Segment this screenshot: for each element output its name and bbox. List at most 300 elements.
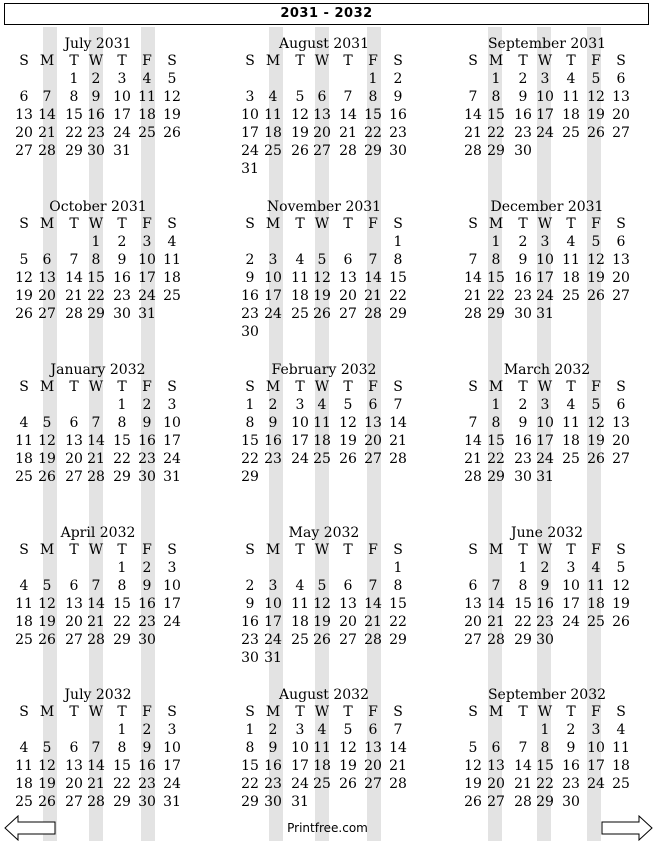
day-cell: 27: [339, 306, 357, 322]
weekday-header: T: [295, 542, 305, 558]
weekday-header: M: [39, 379, 55, 395]
weekday-header: S: [468, 216, 478, 232]
day-cell: 27: [464, 632, 482, 648]
month-block: [234, 525, 414, 685]
day-cell: 5: [591, 71, 601, 87]
day-cell: 8: [393, 578, 403, 594]
day-cell: 11: [291, 270, 309, 286]
day-cell: 28: [364, 632, 382, 648]
day-cell: 23: [264, 451, 282, 467]
month-title: August 2032: [279, 687, 369, 703]
day-cell: 12: [15, 270, 33, 286]
day-cell: 21: [87, 451, 105, 467]
day-cell: 16: [514, 107, 532, 123]
month-block: [8, 362, 188, 522]
day-cell: 27: [612, 288, 630, 304]
month-title: October 2031: [49, 199, 147, 215]
day-cell: 21: [65, 288, 83, 304]
day-cell: 12: [587, 252, 605, 268]
month-title: December 2031: [490, 199, 604, 215]
day-cell: 15: [514, 596, 532, 612]
weekday-header: M: [488, 704, 504, 720]
day-cell: 31: [536, 306, 554, 322]
month-block: [8, 525, 188, 685]
day-cell: 25: [138, 125, 156, 141]
weekday-header: T: [69, 216, 79, 232]
day-cell: 13: [65, 596, 83, 612]
month-block: [457, 362, 637, 522]
day-cell: 23: [87, 125, 105, 141]
day-cell: 9: [518, 89, 528, 105]
day-cell: 20: [364, 433, 382, 449]
day-cell: 22: [65, 125, 83, 141]
day-cell: 18: [562, 433, 580, 449]
day-cell: 19: [339, 433, 357, 449]
day-cell: 20: [612, 107, 630, 123]
weekday-header: M: [488, 542, 504, 558]
day-cell: 20: [65, 451, 83, 467]
day-cell: 24: [138, 288, 156, 304]
day-cell: 6: [491, 740, 501, 756]
weekday-header: W: [537, 53, 553, 69]
day-cell: 10: [163, 578, 181, 594]
weekday-header: S: [245, 379, 255, 395]
day-cell: 9: [245, 270, 255, 286]
day-cell: 23: [264, 776, 282, 792]
weekday-header: W: [88, 379, 104, 395]
month-title: February 2032: [271, 362, 377, 378]
day-cell: 20: [364, 758, 382, 774]
day-cell: 23: [113, 288, 131, 304]
day-cell: 8: [117, 415, 127, 431]
weekday-header: T: [343, 542, 353, 558]
day-cell: 4: [295, 252, 305, 268]
day-cell: 26: [38, 794, 56, 810]
day-cell: 1: [117, 397, 127, 413]
day-cell: 14: [389, 415, 407, 431]
day-cell: 10: [291, 415, 309, 431]
day-cell: 9: [268, 740, 278, 756]
day-cell: 22: [536, 776, 554, 792]
day-cell: 21: [38, 125, 56, 141]
day-cell: 31: [163, 794, 181, 810]
weekday-header: S: [393, 216, 403, 232]
day-cell: 14: [364, 270, 382, 286]
day-cell: 24: [113, 125, 131, 141]
weekday-header: W: [314, 704, 330, 720]
day-cell: 4: [268, 89, 278, 105]
day-cell: 12: [587, 89, 605, 105]
site-credit[interactable]: Printfree.com: [287, 821, 368, 835]
day-cell: 15: [389, 270, 407, 286]
weekday-header: T: [566, 53, 576, 69]
day-cell: 28: [87, 469, 105, 485]
day-cell: 16: [87, 107, 105, 123]
day-cell: 19: [587, 107, 605, 123]
weekday-header: T: [295, 216, 305, 232]
day-cell: 30: [241, 324, 259, 340]
day-cell: 28: [464, 306, 482, 322]
day-cell: 20: [487, 776, 505, 792]
weekday-header: W: [314, 53, 330, 69]
day-cell: 4: [295, 578, 305, 594]
day-cell: 6: [616, 234, 626, 250]
day-cell: 7: [468, 89, 478, 105]
day-cell: 14: [65, 270, 83, 286]
day-cell: 16: [562, 758, 580, 774]
weekday-header: S: [167, 704, 177, 720]
weekday-header: T: [295, 704, 305, 720]
day-cell: 3: [540, 71, 550, 87]
day-cell: 11: [15, 433, 33, 449]
weekday-header: F: [368, 53, 378, 69]
day-cell: 7: [468, 252, 478, 268]
month-block: [234, 199, 414, 359]
weekday-header: F: [142, 379, 152, 395]
weekday-header: T: [117, 542, 127, 558]
weekday-header: T: [343, 379, 353, 395]
month-block: [8, 199, 188, 359]
weekday-header: S: [616, 704, 626, 720]
day-cell: 9: [142, 578, 152, 594]
weekday-header: T: [295, 379, 305, 395]
calendar-title: 2031 - 2032: [4, 3, 649, 25]
day-cell: 1: [540, 722, 550, 738]
day-cell: 17: [163, 596, 181, 612]
day-cell: 29: [389, 632, 407, 648]
day-cell: 31: [291, 794, 309, 810]
day-cell: 14: [364, 596, 382, 612]
day-cell: 19: [464, 776, 482, 792]
day-cell: 5: [616, 560, 626, 576]
weekday-header: M: [265, 379, 281, 395]
day-cell: 11: [612, 740, 630, 756]
day-cell: 2: [518, 234, 528, 250]
weekday-header: S: [167, 53, 177, 69]
day-cell: 21: [389, 433, 407, 449]
day-cell: 24: [536, 125, 554, 141]
day-cell: 25: [15, 794, 33, 810]
day-cell: 5: [317, 578, 327, 594]
day-cell: 30: [514, 143, 532, 159]
weekday-header: M: [265, 53, 281, 69]
weekday-header: T: [518, 53, 528, 69]
day-cell: 1: [245, 397, 255, 413]
day-cell: 20: [339, 614, 357, 630]
day-cell: 4: [566, 71, 576, 87]
day-cell: 12: [313, 596, 331, 612]
day-cell: 24: [241, 143, 259, 159]
day-cell: 24: [163, 776, 181, 792]
day-cell: 8: [540, 740, 550, 756]
day-cell: 4: [317, 397, 327, 413]
weekday-header: M: [39, 704, 55, 720]
day-cell: 31: [113, 143, 131, 159]
day-cell: 19: [339, 758, 357, 774]
day-cell: 29: [113, 794, 131, 810]
day-cell: 30: [562, 794, 580, 810]
day-cell: 11: [15, 596, 33, 612]
day-cell: 30: [241, 650, 259, 666]
month-block: [457, 36, 637, 196]
day-cell: 22: [389, 288, 407, 304]
day-cell: 1: [368, 71, 378, 87]
day-cell: 24: [562, 614, 580, 630]
weekday-header: S: [245, 53, 255, 69]
day-cell: 18: [612, 758, 630, 774]
day-cell: 13: [364, 415, 382, 431]
day-cell: 25: [562, 125, 580, 141]
day-cell: 29: [65, 143, 83, 159]
day-cell: 16: [138, 596, 156, 612]
day-cell: 18: [562, 107, 580, 123]
day-cell: 20: [464, 614, 482, 630]
weekday-header: W: [314, 216, 330, 232]
day-cell: 11: [562, 415, 580, 431]
month-title: April 2032: [60, 525, 136, 541]
day-cell: 28: [514, 794, 532, 810]
day-cell: 25: [562, 288, 580, 304]
day-cell: 19: [612, 596, 630, 612]
day-cell: 12: [38, 433, 56, 449]
weekday-header: S: [19, 216, 29, 232]
weekday-header: S: [245, 704, 255, 720]
day-cell: 7: [491, 578, 501, 594]
day-cell: 10: [264, 270, 282, 286]
day-cell: 3: [167, 397, 177, 413]
day-cell: 7: [91, 578, 101, 594]
day-cell: 15: [87, 270, 105, 286]
month-title: September 2032: [487, 687, 607, 703]
day-cell: 28: [364, 306, 382, 322]
left-arrow-icon[interactable]: [4, 815, 56, 841]
day-cell: 24: [264, 632, 282, 648]
day-cell: 17: [163, 758, 181, 774]
day-cell: 23: [389, 125, 407, 141]
day-cell: 24: [536, 288, 554, 304]
day-cell: 13: [612, 252, 630, 268]
day-cell: 11: [138, 89, 156, 105]
day-cell: 12: [587, 415, 605, 431]
day-cell: 26: [38, 469, 56, 485]
day-cell: 22: [113, 776, 131, 792]
day-cell: 21: [87, 776, 105, 792]
day-cell: 5: [317, 252, 327, 268]
day-cell: 9: [245, 596, 255, 612]
day-cell: 17: [587, 758, 605, 774]
weekday-header: F: [591, 53, 601, 69]
day-cell: 5: [167, 71, 177, 87]
day-cell: 10: [163, 415, 181, 431]
day-cell: 30: [514, 469, 532, 485]
day-cell: 15: [113, 596, 131, 612]
day-cell: 24: [291, 776, 309, 792]
day-cell: 31: [163, 469, 181, 485]
right-arrow-icon[interactable]: [601, 815, 653, 841]
day-cell: 8: [117, 740, 127, 756]
day-cell: 6: [19, 89, 29, 105]
day-cell: 1: [117, 560, 127, 576]
day-cell: 1: [91, 234, 101, 250]
day-cell: 3: [540, 234, 550, 250]
weekday-header: F: [368, 216, 378, 232]
day-cell: 13: [65, 433, 83, 449]
month-block: [457, 525, 637, 685]
day-cell: 10: [138, 252, 156, 268]
day-cell: 28: [87, 632, 105, 648]
day-cell: 15: [241, 433, 259, 449]
day-cell: 9: [518, 252, 528, 268]
day-cell: 7: [343, 89, 353, 105]
day-cell: 16: [138, 433, 156, 449]
day-cell: 26: [587, 451, 605, 467]
day-cell: 22: [241, 451, 259, 467]
weekday-header: T: [117, 216, 127, 232]
day-cell: 7: [393, 397, 403, 413]
day-cell: 9: [117, 252, 127, 268]
day-cell: 27: [364, 451, 382, 467]
weekday-header: S: [393, 704, 403, 720]
day-cell: 20: [612, 433, 630, 449]
day-cell: 6: [368, 722, 378, 738]
day-cell: 15: [487, 433, 505, 449]
day-cell: 1: [245, 722, 255, 738]
day-cell: 6: [42, 252, 52, 268]
day-cell: 22: [487, 451, 505, 467]
day-cell: 15: [113, 433, 131, 449]
day-cell: 19: [313, 614, 331, 630]
day-cell: 4: [566, 397, 576, 413]
day-cell: 17: [536, 433, 554, 449]
weekday-header: S: [167, 542, 177, 558]
day-cell: 7: [393, 722, 403, 738]
day-cell: 11: [15, 758, 33, 774]
day-cell: 15: [389, 596, 407, 612]
day-cell: 13: [65, 758, 83, 774]
weekday-header: S: [245, 216, 255, 232]
weekday-header: M: [39, 542, 55, 558]
weekday-header: S: [468, 379, 478, 395]
day-cell: 1: [491, 397, 501, 413]
weekday-header: W: [537, 216, 553, 232]
day-cell: 2: [268, 722, 278, 738]
weekday-header: S: [167, 379, 177, 395]
day-cell: 3: [566, 560, 576, 576]
day-cell: 13: [612, 89, 630, 105]
weekday-header: T: [343, 53, 353, 69]
weekday-header: T: [518, 379, 528, 395]
day-cell: 3: [167, 722, 177, 738]
day-cell: 18: [15, 614, 33, 630]
day-cell: 30: [87, 143, 105, 159]
day-cell: 25: [264, 143, 282, 159]
day-cell: 5: [42, 740, 52, 756]
weekday-header: T: [117, 704, 127, 720]
day-cell: 21: [87, 614, 105, 630]
day-cell: 16: [264, 433, 282, 449]
day-cell: 16: [241, 288, 259, 304]
day-cell: 13: [612, 415, 630, 431]
day-cell: 6: [368, 397, 378, 413]
day-cell: 28: [487, 632, 505, 648]
day-cell: 30: [138, 632, 156, 648]
weekday-header: F: [368, 379, 378, 395]
month-title: August 2031: [279, 36, 369, 52]
day-cell: 18: [264, 125, 282, 141]
day-cell: 8: [69, 89, 79, 105]
day-cell: 7: [368, 252, 378, 268]
day-cell: 23: [514, 451, 532, 467]
day-cell: 14: [87, 433, 105, 449]
day-cell: 17: [536, 270, 554, 286]
weekday-header: T: [69, 542, 79, 558]
day-cell: 10: [163, 740, 181, 756]
weekday-header: T: [566, 542, 576, 558]
day-cell: 19: [38, 451, 56, 467]
day-cell: 24: [291, 451, 309, 467]
weekday-header: T: [69, 379, 79, 395]
day-cell: 27: [15, 143, 33, 159]
month-title: March 2032: [503, 362, 591, 378]
day-cell: 12: [612, 578, 630, 594]
weekday-header: S: [19, 704, 29, 720]
day-cell: 2: [91, 71, 101, 87]
day-cell: 6: [317, 89, 327, 105]
day-cell: 4: [591, 560, 601, 576]
day-cell: 18: [562, 270, 580, 286]
weekday-header: T: [117, 379, 127, 395]
day-cell: 3: [295, 397, 305, 413]
day-cell: 30: [138, 469, 156, 485]
day-cell: 10: [241, 107, 259, 123]
weekday-header: T: [566, 216, 576, 232]
day-cell: 15: [113, 758, 131, 774]
day-cell: 2: [245, 252, 255, 268]
day-cell: 10: [536, 252, 554, 268]
day-cell: 16: [514, 433, 532, 449]
day-cell: 10: [587, 740, 605, 756]
weekday-header: F: [368, 704, 378, 720]
weekday-header: T: [518, 216, 528, 232]
weekday-header: S: [616, 379, 626, 395]
day-cell: 7: [69, 252, 79, 268]
weekday-header: W: [88, 542, 104, 558]
day-cell: 25: [587, 614, 605, 630]
day-cell: 13: [464, 596, 482, 612]
day-cell: 18: [313, 433, 331, 449]
day-cell: 14: [87, 758, 105, 774]
day-cell: 14: [514, 758, 532, 774]
day-cell: 25: [15, 632, 33, 648]
day-cell: 18: [313, 758, 331, 774]
weekday-header: S: [616, 53, 626, 69]
weekday-header: W: [88, 53, 104, 69]
day-cell: 5: [19, 252, 29, 268]
day-cell: 3: [167, 560, 177, 576]
day-cell: 11: [163, 252, 181, 268]
day-cell: 23: [514, 288, 532, 304]
month-block: [8, 36, 188, 196]
day-cell: 19: [38, 614, 56, 630]
day-cell: 26: [339, 451, 357, 467]
day-cell: 2: [518, 71, 528, 87]
day-cell: 2: [268, 397, 278, 413]
day-cell: 12: [38, 758, 56, 774]
day-cell: 15: [364, 107, 382, 123]
day-cell: 23: [138, 614, 156, 630]
day-cell: 4: [616, 722, 626, 738]
weekday-header: M: [39, 216, 55, 232]
